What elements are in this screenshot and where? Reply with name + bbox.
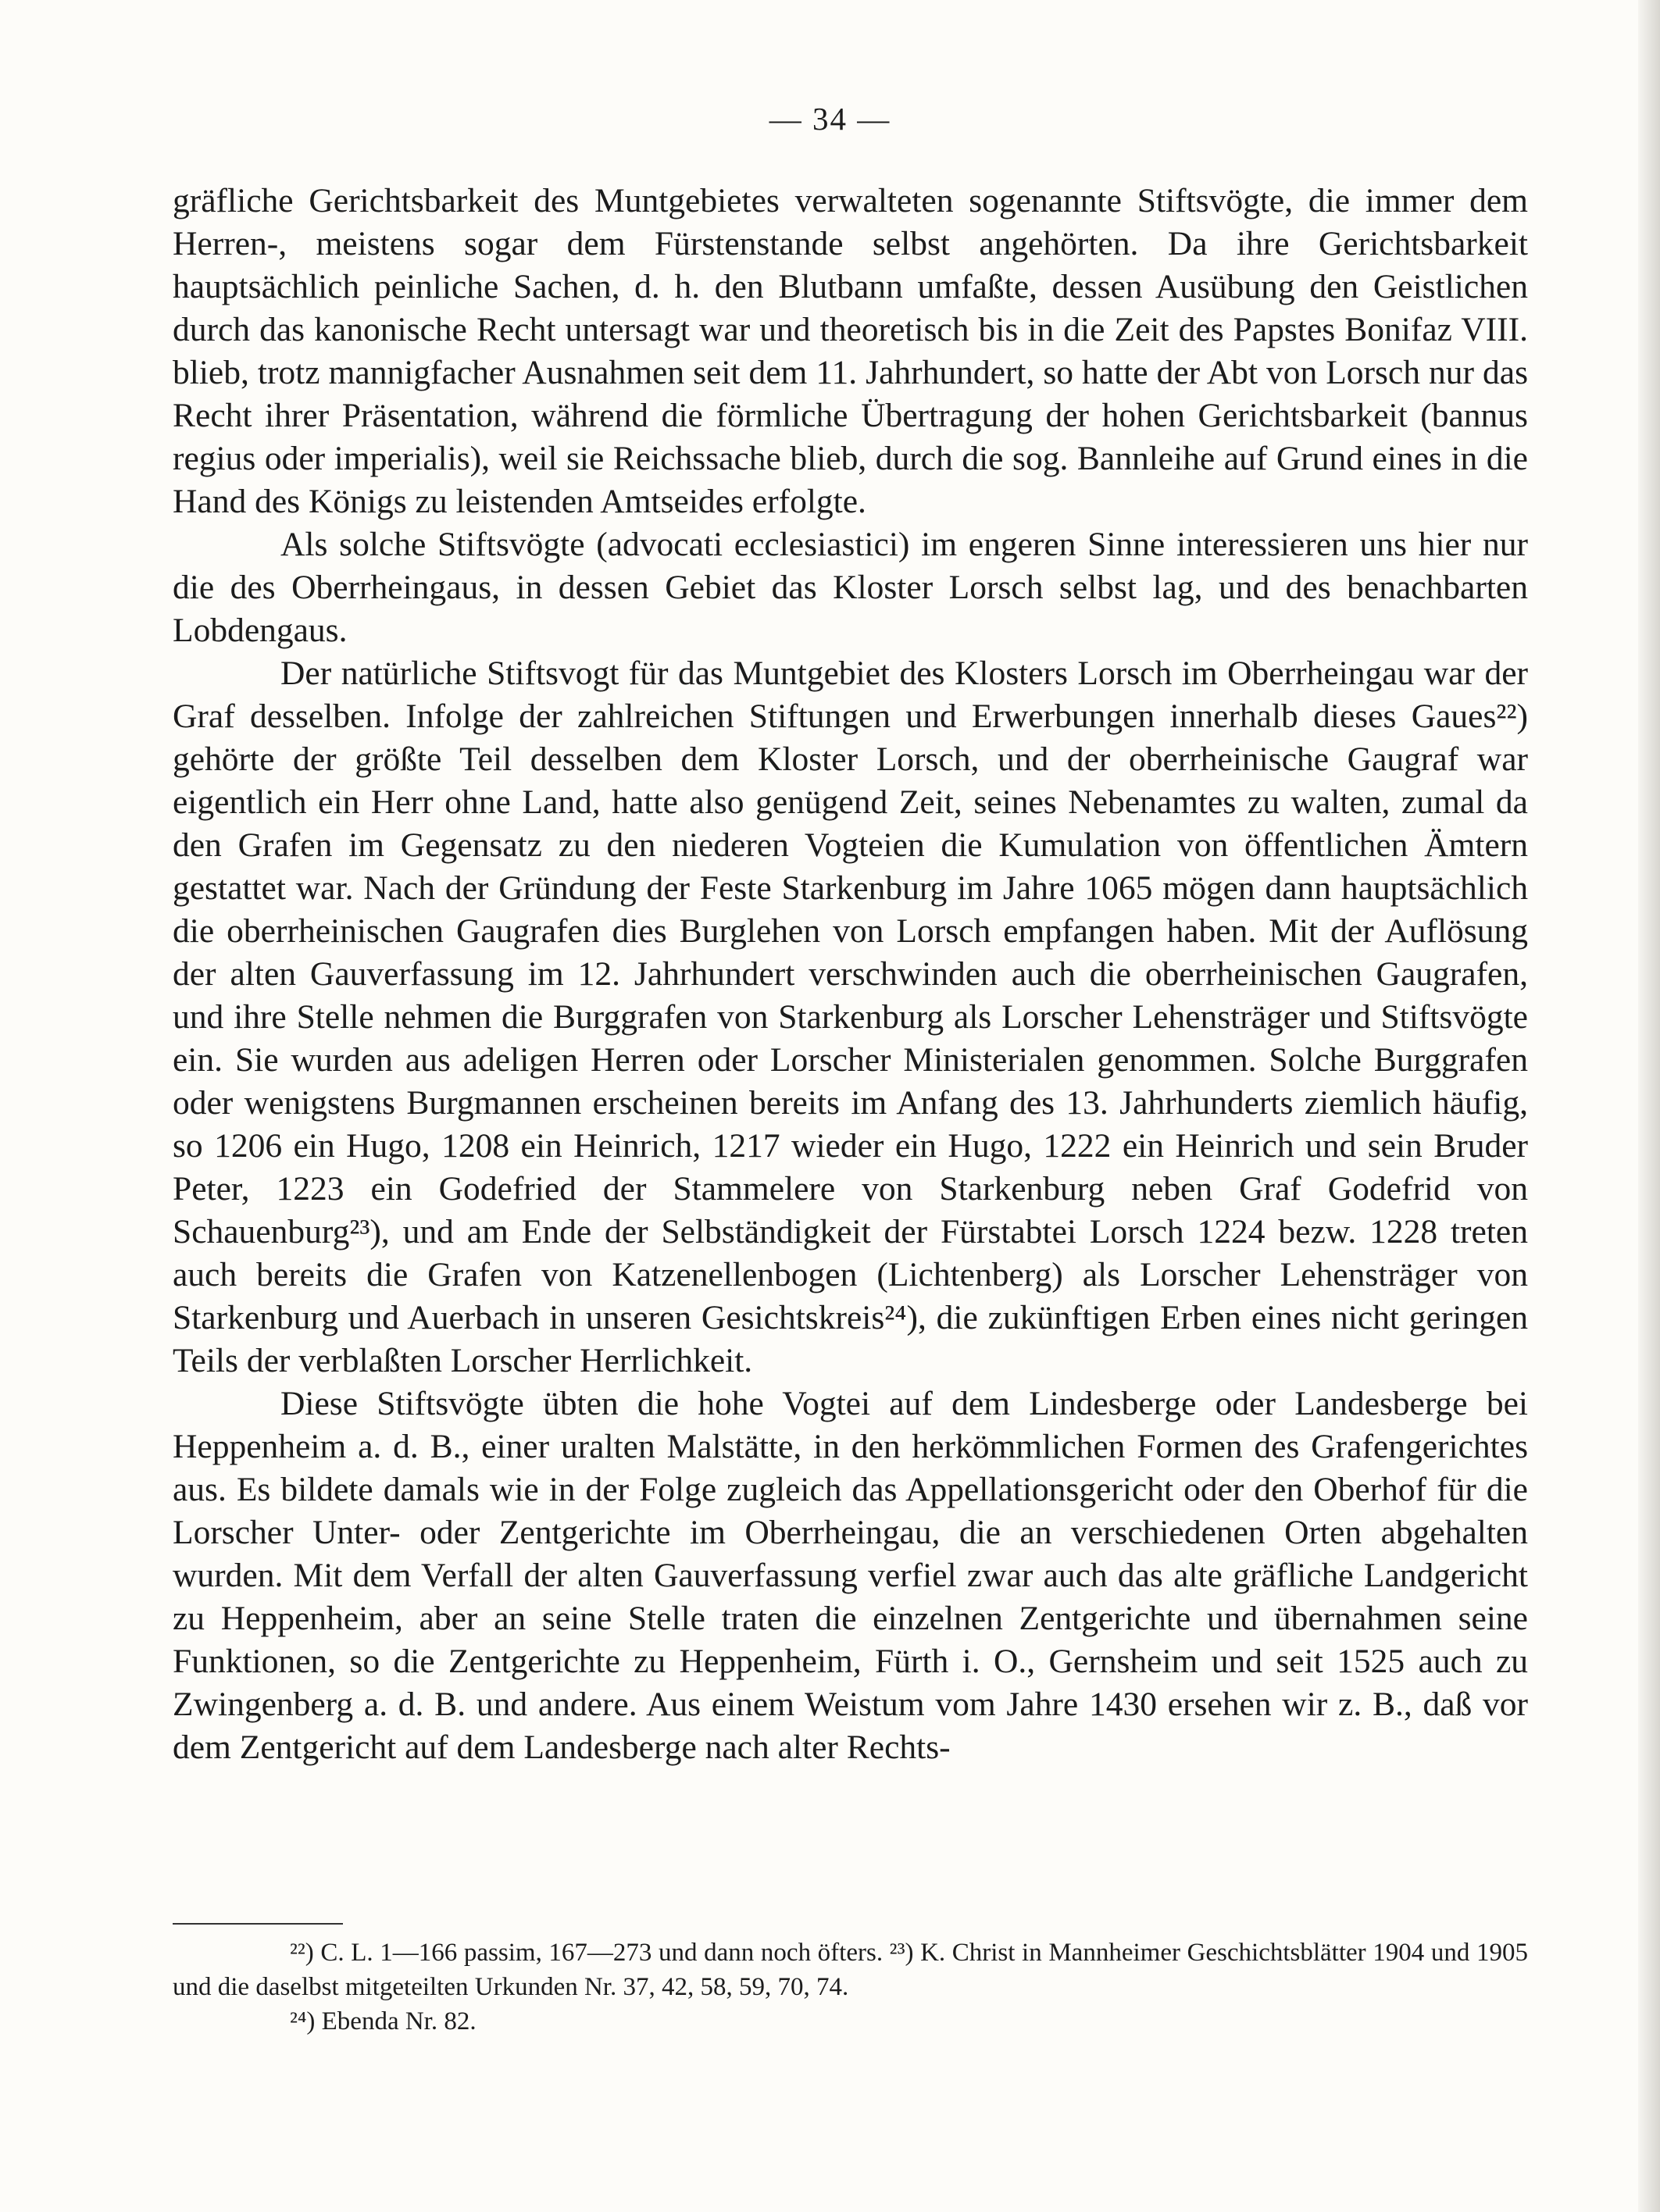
paragraph-4: Diese Stiftsvögte übten die hohe Vogtei auf dem Lindesberge oder Landesberge bei Heppenheim a. d. B., einer uralten Malstätte, in den herkömmlichen Formen des Grafengerichtes aus. Es bildete damals wie in der Folge zugleich das Appellationsgericht oder den Oberhof für die Lorscher Unter- oder Zentgerichte im Oberrheingau, die an verschiedenen Orten abgehalten wurden. Mit dem Verfall der alten Gauverfassung verfiel zwar auch das alte gräfliche Landgericht zu Heppenheim, aber an seine Stelle traten die einzelnen Zentgerichte und übernahmen seine Funktionen, so die Zentgerichte zu Heppenheim, Fürth i. O., Gernsheim und seit 1525 auch zu Zwingenberg a. d. B. und andere. Aus einem Weistum vom Jahre 1430 ersehen wir z. B., daß vor dem Zentgericht auf dem Landesberge nach alter Rechts- bbox=[173, 1385, 1528, 1766]
paragraph-2: Als solche Stiftsvögte (advocati ecclesiastici) im engeren Sinne interessieren uns hier nur die des Oberrheingaus, in dessen Gebiet das Kloster Lorsch selbst lag, und des benachbarten Lobdengaus. bbox=[173, 526, 1528, 649]
footnote-22-23: ²²) C. L. 1—166 passim, 167—273 und dann noch öfters. ²³) K. Christ in Mannheimer Geschichtsblätter 1904 und 1905 und die daselbst mitgeteilten Urkunden Nr. 37, 42, 58, 59, 70, 74. bbox=[173, 1939, 1528, 2001]
page-edge-shadow bbox=[1638, 0, 1660, 2212]
footnotes bbox=[173, 1936, 1528, 2039]
paragraph-3: Der natürliche Stiftsvogt für das Muntgebiet des Klosters Lorsch im Oberrheingau war der Graf desselben. Infolge der zahlreichen Stiftungen und Erwerbungen innerhalb dieses Gaues²²) gehörte der größte Teil desselben dem Kloster Lorsch, und der oberrheinische Gaugraf war eigentlich ein Herr ohne Land, hatte also genügend Zeit, seines Nebenamtes zu walten, zumal da den Grafen im Gegensatz zu den niederen Vogteien die Kumulation von öffentlichen Ämtern gestattet war. Nach der Gründung der Feste Starkenburg im Jahre 1065 mögen dann hauptsächlich die oberrheinischen Gaugrafen dies Burglehen von Lorsch empfangen haben. Mit der Auflösung der alten Gauverfassung im 12. Jahrhundert verschwinden auch die oberrheinischen Gaugrafen, und ihre Stelle nehmen die Burggrafen von Starkenburg als Lorscher Lehensträger und Stiftsvögte ein. Sie wurden aus adeligen Herren oder Lorscher Ministerialen genommen. Solche Burggrafen oder wenigstens Burgmannen erscheinen bereits im Anfang des 13. Jahrhunderts ziemlich häufig, so 1206 ein Hugo, 1208 ein Heinrich, 1217 wieder ein Hugo, 1222 ein Heinrich und sein Bruder Peter, 1223 ein Godefried der Stammelere von Starkenburg neben Graf Godefrid von Schauenburg²³), und am Ende der Selbständigkeit der Fürstabtei Lorsch 1224 bezw. 1228 treten auch bereits die Grafen von Katzenellenbogen (Lichtenberg) als Lorscher Lehensträger von Starkenburg und Auerbach in unseren Gesichtskreis²⁴), die zukünftigen Erben eines nicht geringen Teils der verblaßten Lorscher Herrlichkeit. bbox=[173, 655, 1528, 1379]
footnote-24: ²⁴) Ebenda Nr. 82. bbox=[290, 2007, 477, 2035]
page-number: — 34 — bbox=[769, 101, 891, 137]
body-text bbox=[173, 180, 1528, 1769]
footnote-separator bbox=[173, 1923, 343, 1925]
paragraph-1: gräfliche Gerichtsbarkeit des Muntgebietes verwalteten sogenannte Stiftsvögte, die immer dem Herren-, meistens sogar dem Fürstenstande selbst angehörten. Da ihre Gerichtsbarkeit hauptsächlich peinliche Sachen, d. h. den Blutbann umfaßte, dessen Ausübung den Geistlichen durch das kanonische Recht untersagt war und theoretisch bis in die Zeit des Papstes Bonifaz VIII. blieb, trotz mannigfacher Ausnahmen seit dem 11. Jahrhundert, so hatte der Abt von Lorsch nur das Recht ihrer Präsentation, während die förmliche Übertragung der hohen Gerichtsbarkeit (bannus regius oder imperialis), weil sie Reichssache blieb, durch die sog. Bannleihe auf Grund eines in die Hand des Königs zu leistenden Amtseides erfolgte. bbox=[173, 182, 1528, 520]
